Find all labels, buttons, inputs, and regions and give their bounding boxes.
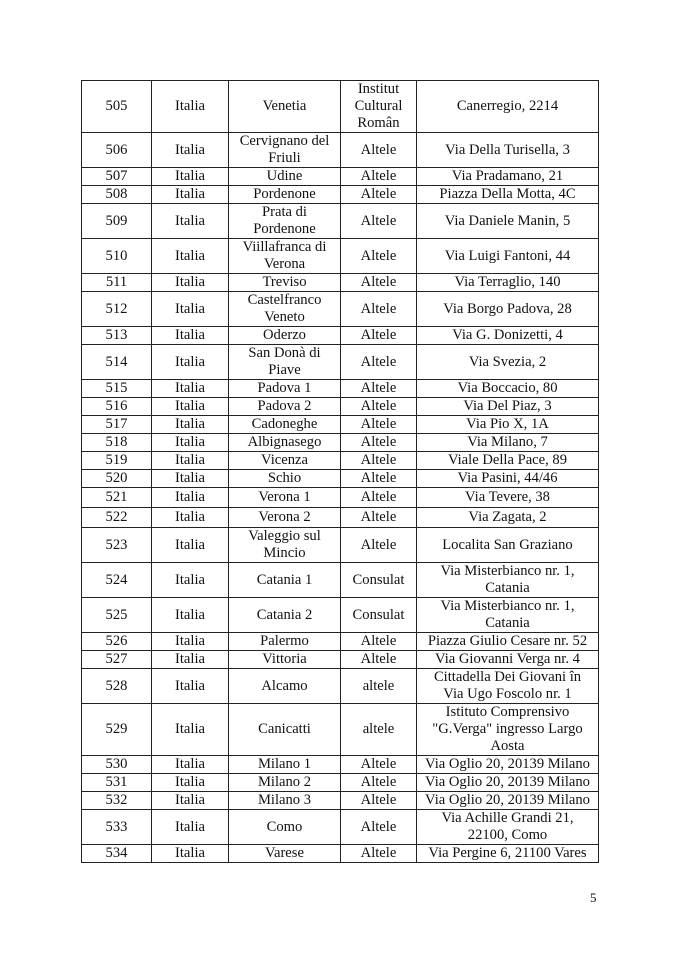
- table-row: [82, 704, 599, 756]
- address-cell: Via Svezia, 2: [417, 345, 599, 380]
- table-row: [82, 528, 599, 563]
- row-number-cell: 526: [82, 633, 152, 651]
- row-number-cell: 506: [82, 133, 152, 168]
- city-cell: Treviso: [229, 274, 341, 292]
- address-cell: Via Pergine 6, 21100 Vares: [417, 845, 599, 863]
- address-cell: Via Achille Grandi 21, 22100, Como: [417, 810, 599, 845]
- country-cell: Italia: [152, 274, 229, 292]
- country-cell: Italia: [152, 669, 229, 704]
- city-cell: Oderzo: [229, 327, 341, 345]
- type-cell: Altele: [341, 651, 417, 669]
- country-cell: Italia: [152, 81, 229, 133]
- address-cell: Via G. Donizetti, 4: [417, 327, 599, 345]
- address-cell: Piazza Giulio Cesare nr. 52: [417, 633, 599, 651]
- table-body: [82, 81, 599, 863]
- type-cell: Altele: [341, 528, 417, 563]
- row-number-cell: 533: [82, 810, 152, 845]
- table-row: [82, 168, 599, 186]
- city-cell: Canicatti: [229, 704, 341, 756]
- table-row: [82, 186, 599, 204]
- address-cell: Canerregio, 2214: [417, 81, 599, 133]
- country-cell: Italia: [152, 774, 229, 792]
- address-cell: Piazza Della Motta, 4C: [417, 186, 599, 204]
- table-row: [82, 239, 599, 274]
- city-cell: Viillafranca di Verona: [229, 239, 341, 274]
- type-cell: Altele: [341, 845, 417, 863]
- type-cell: Altele: [341, 452, 417, 470]
- country-cell: Italia: [152, 416, 229, 434]
- type-cell: Altele: [341, 756, 417, 774]
- table-row: [82, 563, 599, 598]
- table-row: [82, 204, 599, 239]
- table-row: [82, 488, 599, 508]
- type-cell: Altele: [341, 774, 417, 792]
- type-cell: Altele: [341, 327, 417, 345]
- address-cell: Via Pasini, 44/46: [417, 470, 599, 488]
- city-cell: Milano 2: [229, 774, 341, 792]
- country-cell: Italia: [152, 186, 229, 204]
- table-row: [82, 508, 599, 528]
- city-cell: Catania 1: [229, 563, 341, 598]
- country-cell: Italia: [152, 792, 229, 810]
- type-cell: Altele: [341, 133, 417, 168]
- table-row: [82, 633, 599, 651]
- city-cell: Varese: [229, 845, 341, 863]
- address-cell: Via Daniele Manin, 5: [417, 204, 599, 239]
- country-cell: Italia: [152, 488, 229, 508]
- city-cell: Cervignano del Friuli: [229, 133, 341, 168]
- country-cell: Italia: [152, 380, 229, 398]
- city-cell: Albignasego: [229, 434, 341, 452]
- row-number-cell: 508: [82, 186, 152, 204]
- address-cell: Via Del Piaz, 3: [417, 398, 599, 416]
- country-cell: Italia: [152, 168, 229, 186]
- country-cell: Italia: [152, 651, 229, 669]
- address-cell: Via Giovanni Verga nr. 4: [417, 651, 599, 669]
- country-cell: Italia: [152, 239, 229, 274]
- address-cell: Via Oglio 20, 20139 Milano: [417, 756, 599, 774]
- type-cell: Altele: [341, 633, 417, 651]
- row-number-cell: 510: [82, 239, 152, 274]
- address-cell: Via Zagata, 2: [417, 508, 599, 528]
- city-cell: Valeggio sul Mincio: [229, 528, 341, 563]
- type-cell: altele: [341, 669, 417, 704]
- country-cell: Italia: [152, 528, 229, 563]
- table-row: [82, 651, 599, 669]
- row-number-cell: 516: [82, 398, 152, 416]
- city-cell: Alcamo: [229, 669, 341, 704]
- country-cell: Italia: [152, 810, 229, 845]
- city-cell: Como: [229, 810, 341, 845]
- table-row: [82, 792, 599, 810]
- address-cell: Cittadella Dei Giovani în Via Ugo Foscolo nr. 1: [417, 669, 599, 704]
- table-row: [82, 845, 599, 863]
- type-cell: Consulat: [341, 598, 417, 633]
- locations-table: [81, 80, 599, 863]
- address-cell: Via Tevere, 38: [417, 488, 599, 508]
- country-cell: Italia: [152, 133, 229, 168]
- city-cell: Schio: [229, 470, 341, 488]
- city-cell: Pordenone: [229, 186, 341, 204]
- type-cell: Altele: [341, 434, 417, 452]
- table-row: [82, 416, 599, 434]
- table-row: [82, 470, 599, 488]
- table-row: [82, 81, 599, 133]
- row-number-cell: 513: [82, 327, 152, 345]
- city-cell: Verona 2: [229, 508, 341, 528]
- country-cell: Italia: [152, 704, 229, 756]
- address-cell: Via Terraglio, 140: [417, 274, 599, 292]
- row-number-cell: 517: [82, 416, 152, 434]
- type-cell: Institut Cultural Român: [341, 81, 417, 133]
- type-cell: Altele: [341, 204, 417, 239]
- table-row: [82, 434, 599, 452]
- type-cell: Altele: [341, 470, 417, 488]
- city-cell: Padova 2: [229, 398, 341, 416]
- table-row: [82, 669, 599, 704]
- city-cell: Padova 1: [229, 380, 341, 398]
- country-cell: Italia: [152, 845, 229, 863]
- row-number-cell: 524: [82, 563, 152, 598]
- address-cell: Via Pradamano, 21: [417, 168, 599, 186]
- table-row: [82, 345, 599, 380]
- row-number-cell: 525: [82, 598, 152, 633]
- city-cell: Palermo: [229, 633, 341, 651]
- address-cell: Localita San Graziano: [417, 528, 599, 563]
- country-cell: Italia: [152, 756, 229, 774]
- city-cell: Verona 1: [229, 488, 341, 508]
- address-cell: Via Borgo Padova, 28: [417, 292, 599, 327]
- city-cell: Milano 1: [229, 756, 341, 774]
- row-number-cell: 521: [82, 488, 152, 508]
- table-row: [82, 452, 599, 470]
- address-cell: Istituto Comprensivo "G.Verga" ingresso Largo Aosta: [417, 704, 599, 756]
- table-row: [82, 756, 599, 774]
- country-cell: Italia: [152, 345, 229, 380]
- row-number-cell: 530: [82, 756, 152, 774]
- row-number-cell: 529: [82, 704, 152, 756]
- type-cell: Altele: [341, 292, 417, 327]
- country-cell: Italia: [152, 598, 229, 633]
- table-row: [82, 274, 599, 292]
- row-number-cell: 518: [82, 434, 152, 452]
- type-cell: Altele: [341, 488, 417, 508]
- city-cell: Vittoria: [229, 651, 341, 669]
- type-cell: Altele: [341, 239, 417, 274]
- type-cell: Altele: [341, 792, 417, 810]
- row-number-cell: 528: [82, 669, 152, 704]
- row-number-cell: 509: [82, 204, 152, 239]
- country-cell: Italia: [152, 292, 229, 327]
- type-cell: Altele: [341, 508, 417, 528]
- row-number-cell: 522: [82, 508, 152, 528]
- row-number-cell: 520: [82, 470, 152, 488]
- city-cell: Castelfranco Veneto: [229, 292, 341, 327]
- row-number-cell: 532: [82, 792, 152, 810]
- address-cell: Via Luigi Fantoni, 44: [417, 239, 599, 274]
- row-number-cell: 514: [82, 345, 152, 380]
- table-row: [82, 398, 599, 416]
- type-cell: Altele: [341, 274, 417, 292]
- address-cell: Viale Della Pace, 89: [417, 452, 599, 470]
- type-cell: Consulat: [341, 563, 417, 598]
- type-cell: Altele: [341, 416, 417, 434]
- country-cell: Italia: [152, 204, 229, 239]
- type-cell: Altele: [341, 398, 417, 416]
- address-cell: Via Oglio 20, 20139 Milano: [417, 792, 599, 810]
- address-cell: Via Della Turisella, 3: [417, 133, 599, 168]
- city-cell: Catania 2: [229, 598, 341, 633]
- table-row: [82, 774, 599, 792]
- country-cell: Italia: [152, 434, 229, 452]
- country-cell: Italia: [152, 508, 229, 528]
- row-number-cell: 519: [82, 452, 152, 470]
- address-cell: Via Oglio 20, 20139 Milano: [417, 774, 599, 792]
- country-cell: Italia: [152, 398, 229, 416]
- page-number: 5: [590, 890, 597, 905]
- row-number-cell: 531: [82, 774, 152, 792]
- type-cell: Altele: [341, 810, 417, 845]
- table-row: [82, 598, 599, 633]
- row-number-cell: 512: [82, 292, 152, 327]
- type-cell: altele: [341, 704, 417, 756]
- address-cell: Via Misterbianco nr. 1, Catania: [417, 598, 599, 633]
- country-cell: Italia: [152, 470, 229, 488]
- country-cell: Italia: [152, 452, 229, 470]
- row-number-cell: 534: [82, 845, 152, 863]
- row-number-cell: 507: [82, 168, 152, 186]
- row-number-cell: 511: [82, 274, 152, 292]
- row-number-cell: 527: [82, 651, 152, 669]
- address-cell: Via Milano, 7: [417, 434, 599, 452]
- city-cell: Venetia: [229, 81, 341, 133]
- row-number-cell: 505: [82, 81, 152, 133]
- country-cell: Italia: [152, 563, 229, 598]
- city-cell: San Donà di Piave: [229, 345, 341, 380]
- table-row: [82, 810, 599, 845]
- type-cell: Altele: [341, 380, 417, 398]
- country-cell: Italia: [152, 327, 229, 345]
- city-cell: Milano 3: [229, 792, 341, 810]
- table-row: [82, 133, 599, 168]
- row-number-cell: 515: [82, 380, 152, 398]
- type-cell: Altele: [341, 168, 417, 186]
- type-cell: Altele: [341, 186, 417, 204]
- address-cell: Via Pio X, 1A: [417, 416, 599, 434]
- city-cell: Prata di Pordenone: [229, 204, 341, 239]
- table-row: [82, 327, 599, 345]
- type-cell: Altele: [341, 345, 417, 380]
- city-cell: Vicenza: [229, 452, 341, 470]
- city-cell: Cadoneghe: [229, 416, 341, 434]
- table-row: [82, 292, 599, 327]
- city-cell: Udine: [229, 168, 341, 186]
- address-cell: Via Boccacio, 80: [417, 380, 599, 398]
- table-row: [82, 380, 599, 398]
- address-cell: Via Misterbianco nr. 1, Catania: [417, 563, 599, 598]
- row-number-cell: 523: [82, 528, 152, 563]
- country-cell: Italia: [152, 633, 229, 651]
